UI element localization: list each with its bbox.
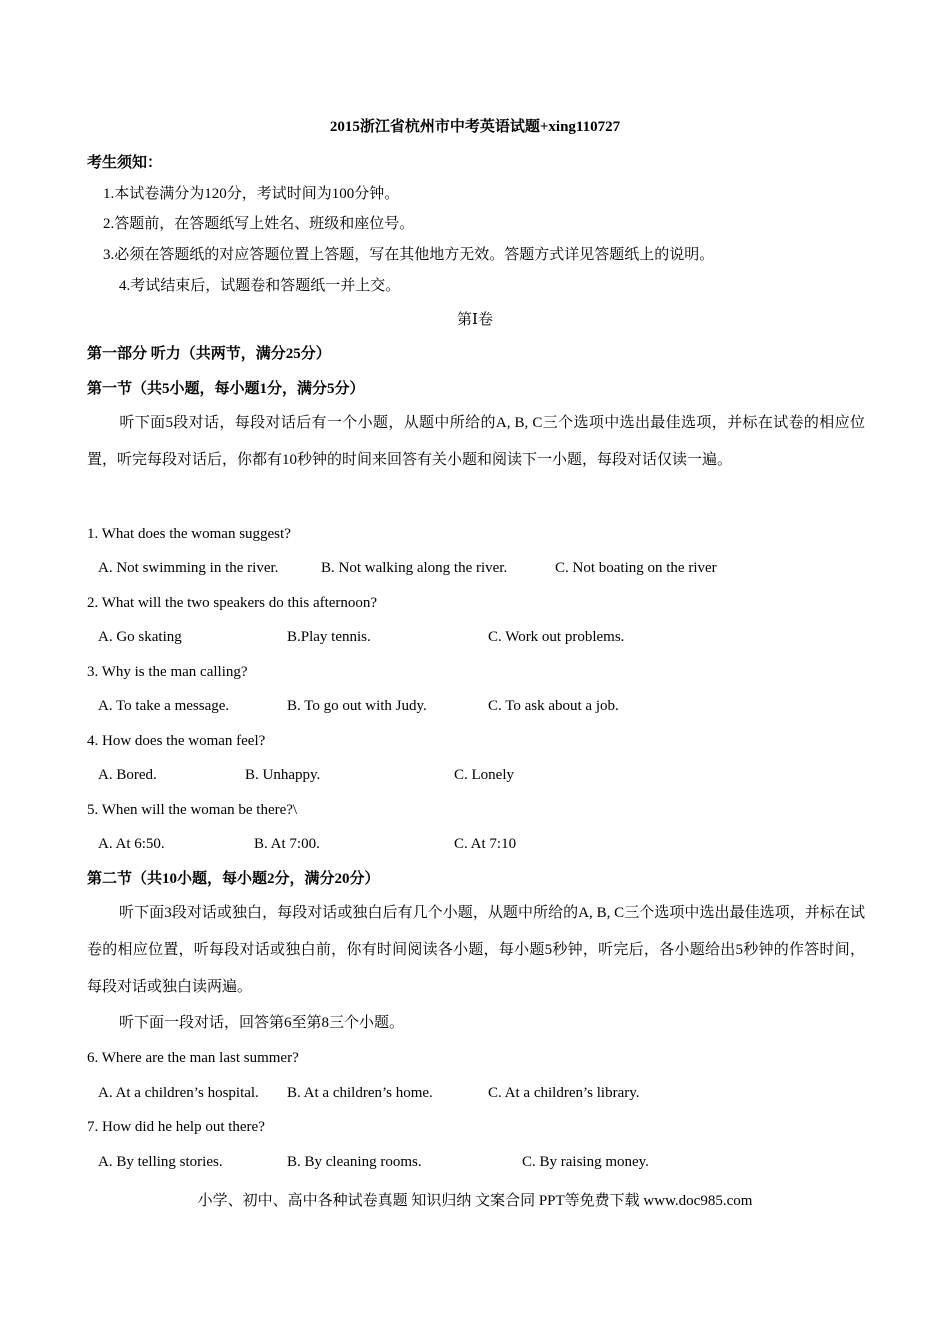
section1-instruction-text: 听下面5段对话，每段对话后有一个小题，从题中所给的A, B, C三个选项中选出最佳选项，并标在试卷的相应位置，听完每段对话后，你都有10秒钟的时间来回答有关小题和阅读下一小题，每段对话仅读一遍。 <box>87 415 865 468</box>
question-7: 7. How did he help out there? <box>87 1119 265 1135</box>
question-2: 2. What will the two speakers do this afternoon? <box>87 595 378 611</box>
question-1-option-c: C. Not boating on the river <box>555 560 717 576</box>
section2-sub-instruction: 听下面一段对话，回答第6至第8三个小题。 <box>119 1015 405 1031</box>
question-4-option-a: A. Bored. <box>98 767 157 783</box>
notice-item-2: 2.答题前，在答题纸写上姓名、班级和座位号。 <box>103 216 415 232</box>
question-4-option-b: B. Unhappy. <box>245 767 321 783</box>
section2-instruction <box>87 895 865 1006</box>
question-4: 4. How does the woman feel? <box>87 733 266 749</box>
page-footer: 小学、初中、高中各种试卷真题 知识归纳 文案合同 PPT等免费下载 www.doc985.com <box>197 1193 753 1209</box>
question-7-option-c: C. By raising money. <box>522 1154 649 1170</box>
question-6: 6. Where are the man last summer? <box>87 1050 299 1066</box>
question-2-option-b: B.Play tennis. <box>287 629 371 645</box>
question-5-option-b: B. At 7:00. <box>254 836 320 852</box>
section2-heading: 第二节（共10小题，每小题2分，满分20分） <box>87 871 380 887</box>
question-3-option-b: B. To go out with Judy. <box>287 698 427 714</box>
question-3: 3. Why is the man calling? <box>87 664 248 680</box>
question-5-option-a: A. At 6:50. <box>98 836 165 852</box>
question-3-option-c: C. To ask about a job. <box>488 698 619 714</box>
section1-heading: 第一节（共5小题，每小题1分，满分5分） <box>87 381 365 397</box>
question-4-option-c: C. Lonely <box>454 767 514 783</box>
part1-heading: 第一部分 听力（共两节，满分25分） <box>87 346 331 362</box>
question-5: 5. When will the woman be there?\ <box>87 802 298 818</box>
question-1: 1. What does the woman suggest? <box>87 526 291 542</box>
page-title: 2015浙江省杭州市中考英语试题+xing110727 <box>329 119 621 135</box>
notice-item-1: 1.本试卷满分为120分，考试时间为100分钟。 <box>103 186 400 202</box>
question-7-option-b: B. By cleaning rooms. <box>287 1154 422 1170</box>
question-6-option-c: C. At a children’s library. <box>488 1085 640 1101</box>
question-1-option-b: B. Not walking along the river. <box>321 560 508 576</box>
question-2-option-c: C. Work out problems. <box>488 629 625 645</box>
question-6-option-b: B. At a children’s home. <box>287 1085 433 1101</box>
notice-heading: 考生须知： <box>87 155 163 171</box>
volume-label: 第Ⅰ卷 <box>457 312 493 328</box>
question-5-option-c: C. At 7:10 <box>454 836 517 852</box>
question-7-option-a: A. By telling stories. <box>98 1154 223 1170</box>
section2-instruction-text: 听下面3段对话或独白，每段对话或独白后有几个小题，从题中所给的A, B, C三个选项中选出最佳选项，并标在试卷的相应位置，听每段对话或独白前，你有时间阅读各小题，每小题5秒钟，听完后，各小题给出5秒钟的作答时间，每段对话或独白读两遍。 <box>87 905 865 995</box>
question-3-option-a: A. To take a message. <box>98 698 230 714</box>
section1-instruction <box>87 405 865 479</box>
question-2-option-a: A. Go skating <box>98 629 182 645</box>
notice-item-3: 3.必须在答题纸的对应答题位置上答题，写在其他地方无效。答题方式详见答题纸上的说明。 <box>103 247 715 263</box>
question-1-option-a: A. Not swimming in the river. <box>98 560 279 576</box>
notice-item-4: 4.考试结束后，试题卷和答题纸一并上交。 <box>119 278 401 294</box>
question-6-option-a: A. At a children’s hospital. <box>98 1085 259 1101</box>
